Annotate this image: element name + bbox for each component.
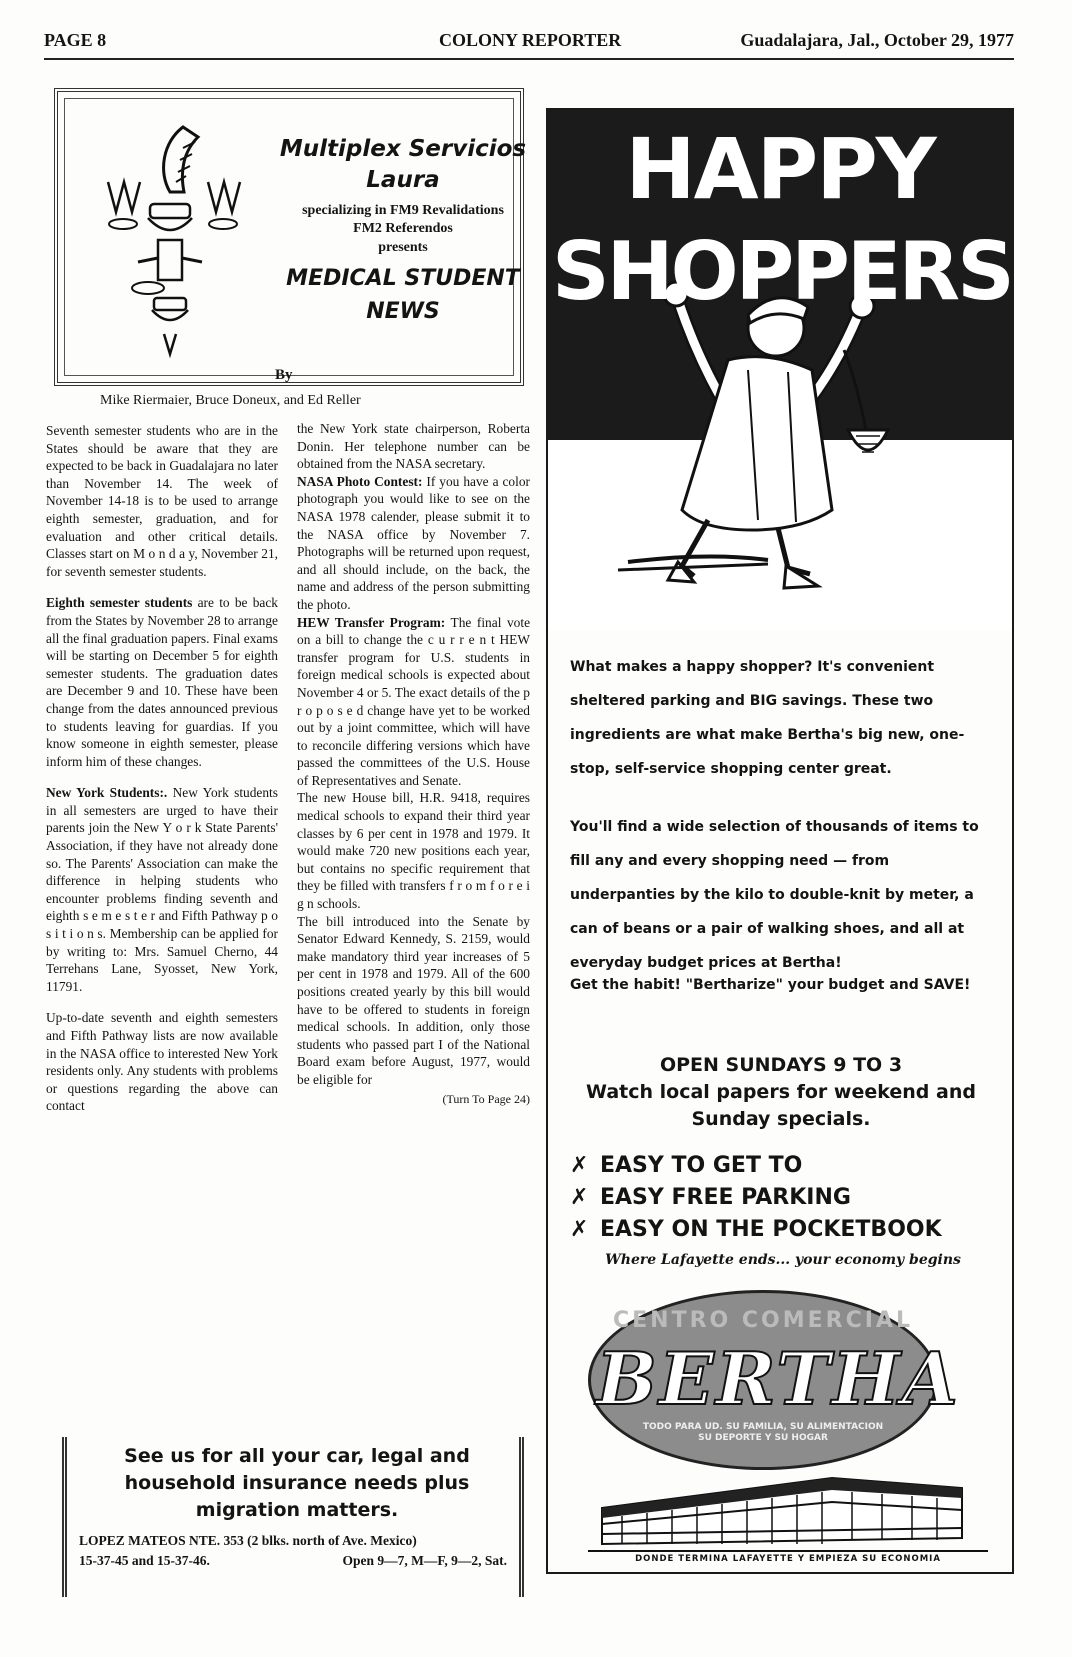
- column-title-line1: MEDICAL STUDENT: [286, 266, 520, 291]
- easy-item: [570, 1214, 1000, 1246]
- insurance-hours: Open 9—7, M—F, 9—2, Sat.: [342, 1553, 507, 1568]
- ad-paragraph-3: Get the habit! "Bertharize" your budget and SAVE!: [570, 977, 971, 993]
- easy-item: [570, 1182, 1000, 1214]
- paragraph-text: are to be back from the States by November 28 to arrange all the final graduation papers. Final exams will be starting on December 5 for eighth semester students. The graduation dates are December 9 and 10. These have been change from the dates announced previous to students leaving for guardias. If you know someone in eighth semester, please inform him of these changes.: [46, 595, 278, 769]
- ad-title-line1: Multiplex Servicios: [279, 136, 527, 162]
- sunday-hours-line1: OPEN SUNDAYS 9 TO 3: [659, 1054, 903, 1076]
- sunday-hours-line3: Sunday specials.: [691, 1108, 871, 1130]
- check-mark-icon: ✗: [570, 1185, 589, 1210]
- paragraph-heading: New York Students:.: [46, 785, 168, 801]
- paragraph-senate-bill: The bill introduced into the Senate by Senator Edward Kennedy, S. 2159, would make mandatory third year increases of 5 per cent in 1978 and 1979. All of the 600 positions created yearly by this bill would have to be offered to students in foreign medical schools. In addition, only those students who passed part I of the National Board exam before August, 1977, would be eligible for: [297, 913, 530, 1087]
- ad-paragraph-2: You'll find a wide selection of thousands of items to fill any and every shopping need — from underpanties by the kilo to double-knit by meter, a can of beans or a pair of walking shoes, and all at everyday budget prices at Bertha!: [570, 819, 979, 971]
- column-title-line2: NEWS: [366, 299, 440, 324]
- paragraph-text: The final vote on a bill to change the c u r r e n t HEW transfer program for U.S. students in foreign medical schools is expected about November 4 or 5. The exact details of the p r o p o s e d change have yet to be worked out by a joint committee, which will have to reconcile differing versions which have passed the committees of the U.S. House of Representatives and Senate.: [297, 614, 531, 788]
- bertha-slogan-line2: SU DEPORTE Y SU HOGAR: [698, 1433, 828, 1443]
- ad-paragraph-1: What makes a happy shopper? It's convenient sheltered parking and BIG savings. These two ingredients are what make Bertha's big new, one-stop, self-service shopping center great.: [570, 659, 965, 777]
- easy-list: [570, 1150, 1000, 1246]
- easy-item-text: EASY FREE PARKING: [600, 1185, 851, 1210]
- sunday-hours-line2: Watch local papers for weekend and: [586, 1081, 976, 1103]
- paragraph-chairperson: the New York state chairperson, Roberta Donin. Her telephone number can be obtained from the NASA secretary.: [297, 421, 530, 472]
- sunday-hours: [558, 1052, 1004, 1133]
- continued-notice: (Turn To Page 24): [442, 1091, 530, 1106]
- happy-shoppers-banner: [548, 110, 1012, 630]
- happy-headline: HAPPY: [625, 120, 935, 218]
- insurance-address: LOPEZ MATEOS NTE. 353 (2 blks. north of Ave. Mexico): [79, 1533, 417, 1548]
- easy-item-text: EASY TO GET TO: [600, 1153, 803, 1178]
- column-title: [258, 262, 548, 328]
- bertha-footer-slogan: DONDE TERMINA LAFAYETTE Y EMPIEZA SU ECONOMIA: [588, 1550, 988, 1564]
- ad-specialty-line2: FM2 Referendos: [353, 221, 453, 236]
- shopping-center-building-icon: [592, 1458, 972, 1546]
- newspaper-name: COLONY REPORTER: [439, 30, 622, 50]
- shoppers-headline: SHOPPERS: [552, 225, 1012, 318]
- insurance-headline-line3: migration matters.: [195, 1499, 399, 1521]
- paragraph-new-york: [46, 784, 278, 995]
- ad-presents: presents: [378, 240, 428, 255]
- paragraph-heading: Eighth semester students: [46, 595, 193, 611]
- paragraph-seventh-semester: Seventh semester students who are in the States should be aware that they are expected to be back in Guadalajara no later than November 14. The week of November 14-18 is to be used to arrange eighth semester, graduation, and for evaluation and other critical details. Classes start on M o n d a y, November 21, for seventh semester students.: [46, 423, 278, 579]
- paragraph-heading: HEW Transfer Program:: [297, 614, 446, 630]
- check-mark-icon: ✗: [570, 1217, 589, 1242]
- multiplex-ad-box: [54, 88, 527, 386]
- paragraph-photo-contest: [297, 473, 530, 614]
- paragraph-hew-program: [297, 614, 530, 790]
- ad-title-line2: Laura: [366, 167, 440, 193]
- ad-specialty: [258, 202, 548, 238]
- paragraph-text: New York students in all semesters are urged to have their parents join the New Y o r k State Parents' Association, if they have not already done so. The Parents' Association can make the difference in helping students who encounter problems finding seventh and eighth s e m e s t e r and Fifth Pathway p o s i t i o n s. Membership can be applied for by writing to: Mrs. Samuel Cherno, 44 Terrehans Lane, Syosset, New York, 11791.: [46, 785, 278, 994]
- insurance-headline: [77, 1443, 517, 1524]
- insurance-headline-line1: See us for all your car, legal and: [124, 1445, 470, 1467]
- mexican-glyph-logo-icon: [88, 112, 248, 362]
- paragraph-heading: NASA Photo Contest:: [297, 473, 423, 489]
- bertha-slogan-line1: TODO PARA UD. SU FAMILIA, SU ALIMENTACION: [642, 1422, 884, 1432]
- article-column-2: [297, 420, 530, 1108]
- page-number: PAGE 8: [44, 30, 107, 50]
- bertha-slogan: [618, 1422, 908, 1444]
- paragraph-eighth-semester: [46, 594, 278, 770]
- insurance-phones: 15-37-45 and 15-37-46.: [79, 1553, 210, 1568]
- masthead: [44, 30, 1014, 60]
- easy-item-text: EASY ON THE POCKETBOOK: [600, 1217, 942, 1242]
- paragraph-house-bill: The new House bill, H.R. 9418, requires medical schools to expand their third year classes by 6 per cent in 1978 and 1979. It would make 720 new positions each year, but contains no specific requirement that they be filled with transfers f r o m f o r e i g n schools.: [297, 790, 530, 912]
- centro-comercial-label: CENTRO COMERCIAL: [613, 1308, 913, 1333]
- byline-authors: Mike Riermaier, Bruce Doneux, and Ed Reller: [100, 393, 361, 408]
- issue-date: Guadalajara, Jal., October 29, 1977: [740, 30, 1014, 50]
- insurance-ad: [62, 1437, 524, 1597]
- paragraph-text: If you have a color photograph you would like to see on the NASA 1978 calender, please submit it to the NASA office by November 7. Photographs will be returned upon request, and all should include, on the back, the name and address of the person submitting the photo.: [297, 473, 530, 612]
- bertha-logo-text: BERTHA: [596, 1336, 960, 1421]
- easy-item: [570, 1150, 1000, 1182]
- byline-by: By: [275, 367, 293, 383]
- bertha-ad: [546, 108, 1014, 1574]
- ad-specialty-line1: specializing in FM9 Revalidations: [302, 203, 504, 218]
- ad-tagline: Where Lafayette ends... your economy begins: [605, 1252, 961, 1268]
- article-column-1: [46, 422, 278, 1115]
- check-mark-icon: ✗: [570, 1153, 589, 1178]
- ad-title: [258, 134, 548, 196]
- paragraph-lists: Up-to-date seventh and eighth semesters and Fifth Pathway lists are now available in the NASA office to interested New York residents only. Any students with problems or questions regarding the above can contact: [46, 1010, 278, 1114]
- insurance-headline-line2: household insurance needs plus: [124, 1472, 470, 1494]
